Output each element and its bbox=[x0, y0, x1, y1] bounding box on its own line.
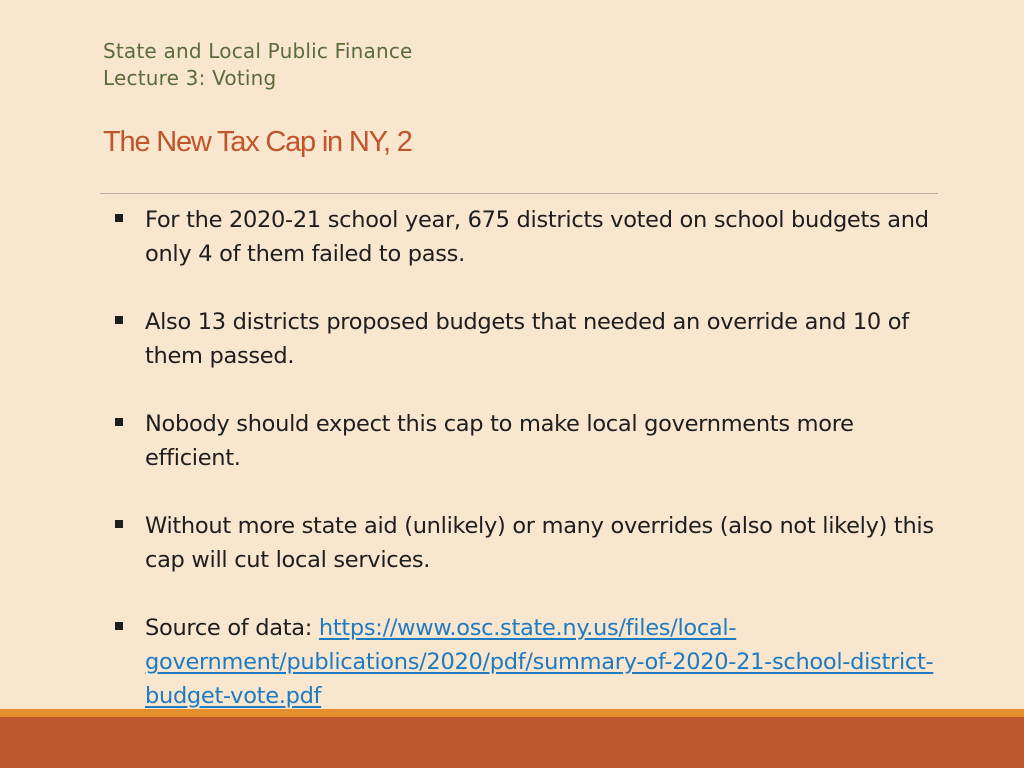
title-divider bbox=[100, 193, 938, 194]
square-bullet-icon bbox=[115, 520, 123, 528]
bullet-text: Without more state aid (unlikely) or many overrides (also not likely) this cap will cut local services. bbox=[145, 513, 934, 573]
square-bullet-icon bbox=[115, 316, 123, 324]
footer-stripe bbox=[0, 709, 1024, 717]
bullet-item-overrides bbox=[113, 305, 943, 373]
bullet-text: For the 2020-21 school year, 675 districts voted on school budgets and only 4 of them failed to pass. bbox=[145, 207, 929, 267]
course-title: State and Local Public Finance bbox=[103, 39, 413, 63]
square-bullet-icon bbox=[115, 418, 123, 426]
footer-band bbox=[0, 717, 1024, 768]
square-bullet-icon bbox=[115, 214, 123, 222]
source-label: Source of data: bbox=[145, 615, 319, 641]
slide-title: The New Tax Cap in NY, 2 bbox=[103, 126, 412, 158]
bullet-item-source bbox=[113, 611, 943, 713]
bullet-item-local-services bbox=[113, 509, 943, 577]
bullet-text: Also 13 districts proposed budgets that needed an override and 10 of them passed. bbox=[145, 309, 909, 369]
course-header bbox=[103, 38, 413, 92]
bullet-item-efficiency bbox=[113, 407, 943, 475]
square-bullet-icon bbox=[115, 622, 123, 630]
lecture-title: Lecture 3: Voting bbox=[103, 66, 277, 90]
bullet-list bbox=[113, 203, 943, 747]
source-link[interactable]: https://www.osc.state.ny.us/files/local-government/publications/2020/pdf/summary-of-2020-21-school-district-budget-vote.pdf bbox=[145, 615, 934, 709]
bullet-text: Nobody should expect this cap to make local governments more efficient. bbox=[145, 411, 854, 471]
bullet-item-budget-votes bbox=[113, 203, 943, 271]
